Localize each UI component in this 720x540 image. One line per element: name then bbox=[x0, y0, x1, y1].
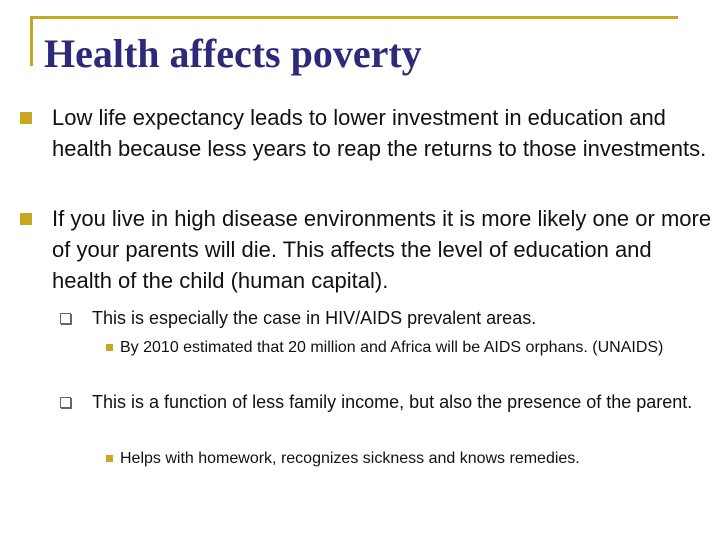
title-frame-left-line bbox=[30, 16, 33, 66]
hollow-square-bullet-icon bbox=[60, 397, 71, 408]
sub-bullet-1-text: This is especially the case in HIV/AIDS prevalent areas. bbox=[92, 308, 537, 328]
title-frame-top-line bbox=[30, 16, 678, 19]
bullet-2-text: If you live in high disease environments it is more likely one or more of your parents will die. This affects the level of education and health of the child (human capital). bbox=[52, 206, 712, 293]
slide-title: Health affects poverty bbox=[44, 31, 422, 76]
bullet-1-text: Low life expectancy leads to lower investment in education and health because less years to reap the returns to those investments. bbox=[52, 105, 707, 161]
small-square-bullet-icon bbox=[106, 344, 113, 351]
square-bullet-icon bbox=[20, 213, 32, 225]
sub-bullet-2-text: This is a function of less family income, but also the presence of the parent. bbox=[92, 392, 693, 412]
sub-sub-bullet-2-text: Helps with homework, recognizes sickness and knows remedies. bbox=[120, 450, 580, 467]
small-square-bullet-icon bbox=[106, 455, 113, 462]
square-bullet-icon bbox=[20, 112, 32, 124]
hollow-square-bullet-icon bbox=[60, 313, 71, 324]
sub-sub-bullet-1-text: By 2010 estimated that 20 million and Africa will be AIDS orphans. (UNAIDS) bbox=[120, 339, 664, 356]
